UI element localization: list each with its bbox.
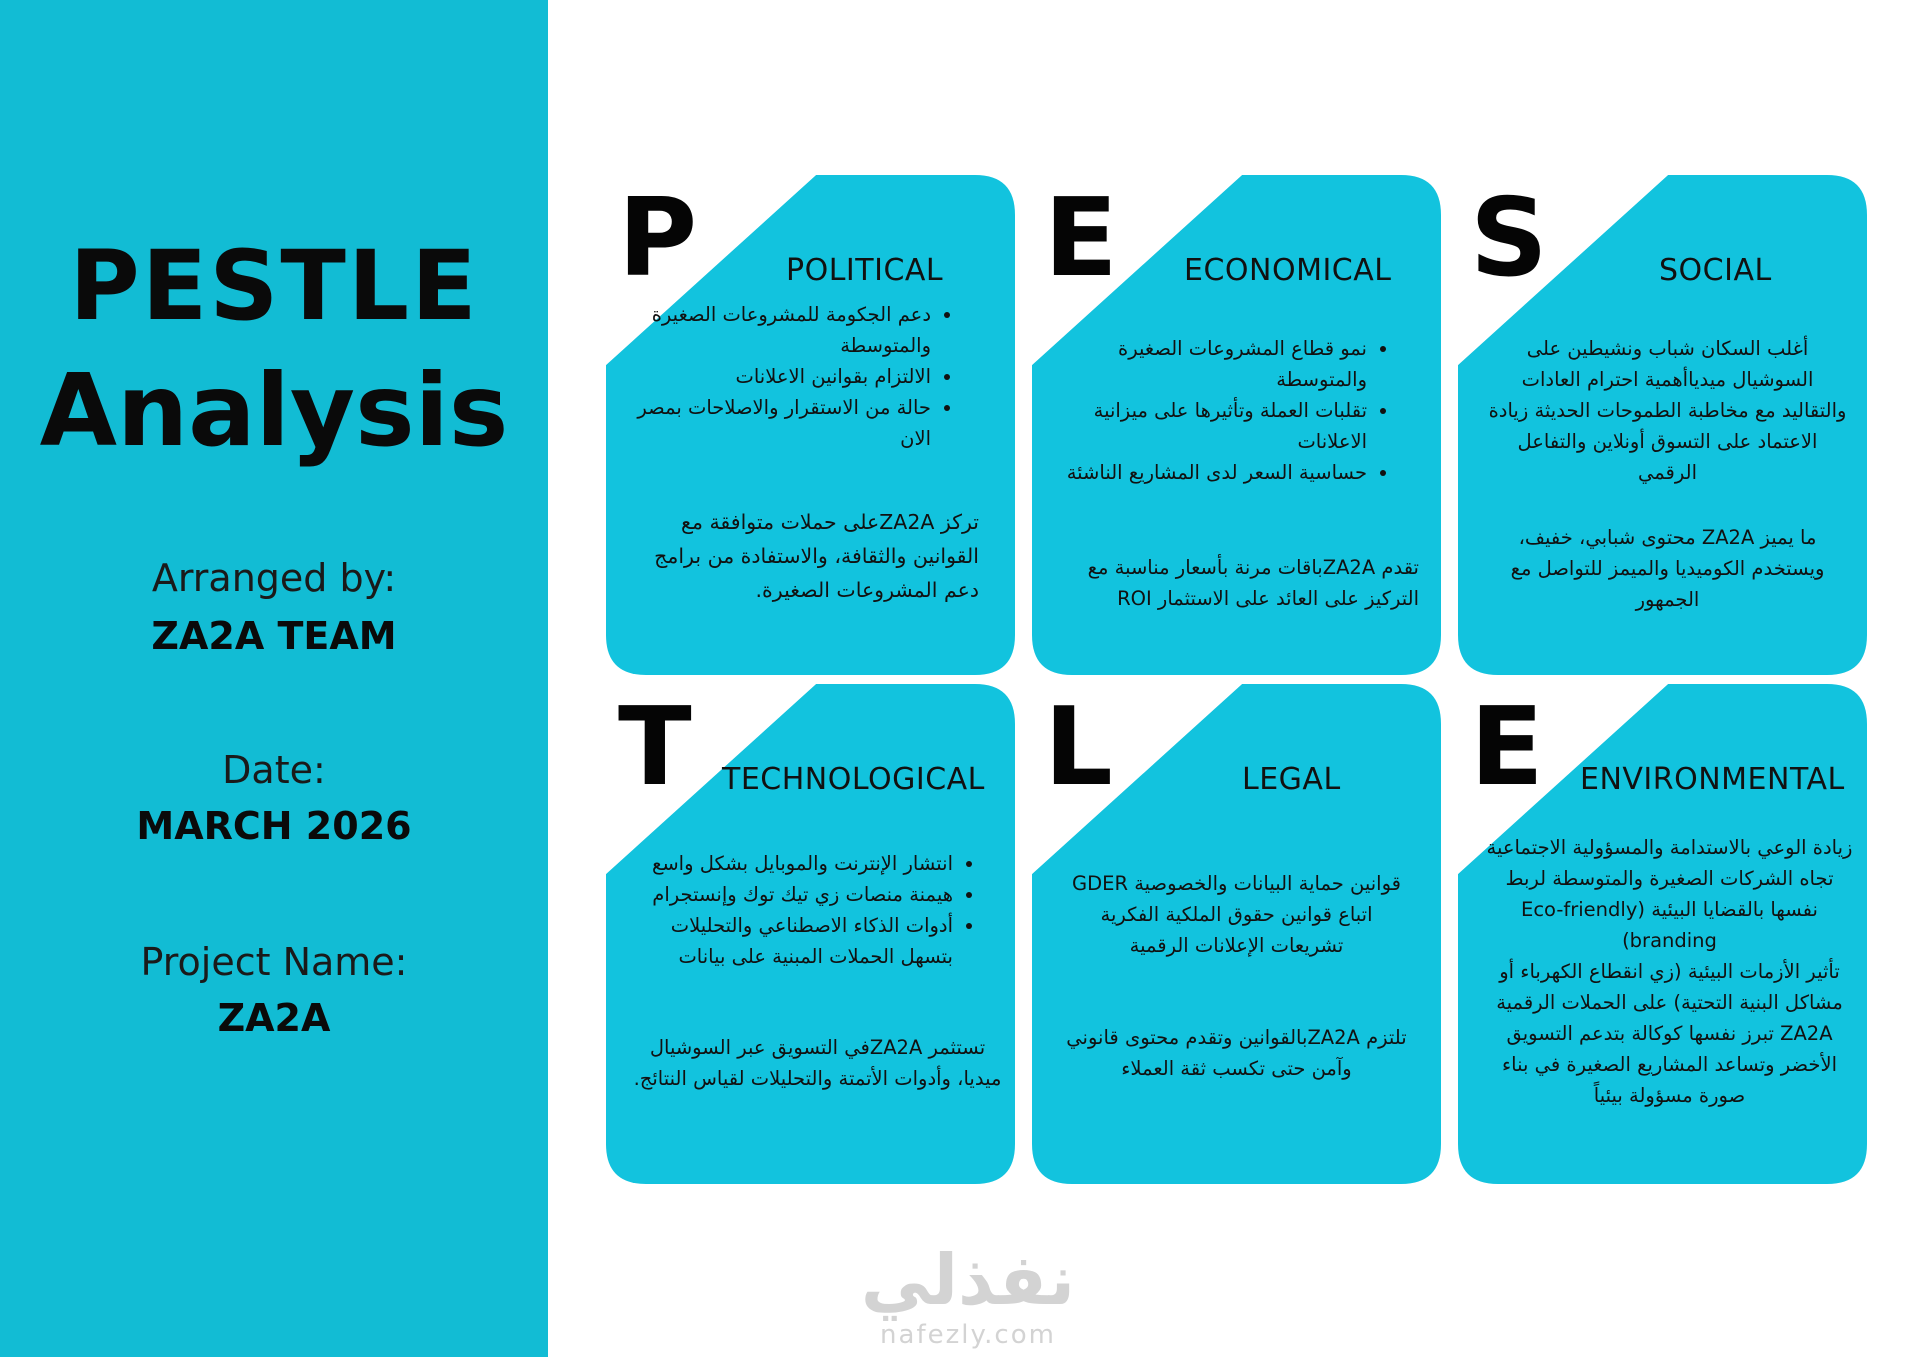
bullet-item: • نمو قطاع المشروعات الصغيرة والمتوسطة	[1062, 333, 1367, 395]
card-summary: تستثمر ZA2Aفي التسويق عبر السوشيال ميديا، وأدوات الأتمتة والتحليلات لقياس النتائج.	[633, 1036, 1002, 1090]
card-title: ECONOMICAL	[1184, 253, 1392, 288]
bullet-item: • أدوات الذكاء الاصطناعي والتحليلات بتسهل الحملات المبنية على بيانات	[626, 910, 953, 972]
bullet-item: • دعم الجكومة للمشروعات الصغيرة والمتوسطة	[626, 299, 931, 361]
project-name-value: ZA2A	[217, 996, 331, 1040]
bullet-item: • هيمنة منصات زي تيك توك وإنستجرام	[626, 879, 953, 910]
card-social	[1458, 175, 1867, 675]
card-title: ENVIRONMENTAL	[1580, 762, 1845, 797]
body-line: زيادة الوعي بالاستدامة والمسؤولية الاجتماعية	[1486, 836, 1853, 859]
bullet-item: • حساسية السعر لدى المشاريع الناشئة	[1062, 457, 1367, 488]
body-line: قوانين حماية البيانات والخصوصية GDER	[1072, 872, 1401, 895]
body-line: اتباع قوانين حقوق الملكية الفكرية تشريعات الإعلانات الرقمية	[1100, 903, 1373, 957]
bullet-list	[1062, 333, 1395, 488]
card-title: LEGAL	[1242, 762, 1341, 797]
bullet-item: • انتشار الإنترنت والموبايل بشكل واسع	[626, 848, 953, 879]
card-letter: T	[618, 685, 692, 810]
card-title: SOCIAL	[1659, 253, 1772, 288]
card-body	[1062, 868, 1411, 961]
card-summary: تلتزم ZA2Aبالقوانين وتقدم محتوى قانوني وآمن حتى تكسب ثقة العملاء	[1066, 1026, 1407, 1080]
title-line-1: PESTLE	[69, 230, 479, 342]
card-title: TECHNOLOGICAL	[722, 762, 985, 797]
bullet-item: • حالة من الاستقرار والاصلاحات بمصر الان	[626, 392, 931, 454]
watermark-arabic: نفذلي	[860, 1239, 1076, 1321]
project-name-label: Project Name:	[140, 940, 408, 984]
card-economical	[1032, 175, 1441, 675]
card-body	[626, 848, 981, 972]
body-line: تأثير الأزمات البيئية (زي انقطاع الكهرباء أو مشاكل البنية التحتية) على الحملات الرقمية	[1496, 960, 1843, 1014]
card-body	[1062, 333, 1395, 488]
card-body	[1484, 832, 1855, 1111]
card-legal	[1032, 684, 1441, 1184]
bullet-item: • تقلبات العملة وتأثيرها على ميزانية الاعلانات	[1062, 395, 1367, 457]
card-letter: E	[1044, 176, 1118, 301]
card-body	[626, 299, 959, 454]
watermark-latin: nafezly.com	[880, 1320, 1056, 1350]
date-value: MARCH 2026	[136, 804, 412, 848]
card-letter: E	[1470, 685, 1544, 810]
card-summary: ما يميز ZA2A محتوى شبابي، خفيف، ويستخدم الكوميديا والميمز للتواصل مع الجمهور	[1510, 526, 1825, 611]
watermark-logo	[838, 1240, 1098, 1350]
card-letter: S	[1470, 176, 1548, 301]
body-line: ZA2A تبرز نفسها كوكالة بتدعم التسويق الأخضر وتساعد المشاريع الصغيرة في بناء صورة مسؤولة بيئياً	[1501, 1022, 1838, 1107]
card-body	[1488, 333, 1847, 488]
sidebar	[0, 0, 548, 1357]
body-line: أغلب السكان شباب ونشيطين على السوشيال ميدياأهمية احترام العادات والتقاليد مع مخاطبة الطموحات الحديثة زيادة الاعتماد على التسوق أونلاين والتفاعل الرقمي	[1488, 337, 1847, 484]
card-summary: تقدم ZA2Aباقات مرنة بأسعار مناسبة مع التركيز على العائد على الاستثمار ROI	[1087, 556, 1419, 610]
card-summary: تركز ZA2Aعلى حملات متوافقة مع القوانين والثقافة، والاستفادة من برامج دعم المشروعات الصغيرة.	[654, 510, 979, 602]
bullet-item: • الالتزام بقوانين الاعلانات	[626, 361, 931, 392]
card-letter: L	[1044, 685, 1113, 810]
bullet-list	[626, 299, 959, 454]
title-line-2: Analysis	[39, 352, 509, 469]
card-letter: P	[618, 176, 698, 301]
card-environmental	[1458, 684, 1867, 1184]
bullet-list	[626, 848, 981, 972]
card-title: POLITICAL	[786, 253, 944, 288]
date-label: Date:	[222, 748, 326, 792]
card-political	[606, 175, 1015, 675]
card-technological	[606, 684, 1015, 1184]
arranged-by-value: ZA2A TEAM	[151, 614, 397, 658]
arranged-by-label: Arranged by:	[151, 556, 397, 600]
body-line: تجاه الشركات الصغيرة والمتوسطة لربط نفسها بالقضايا البيئية (Eco-friendly branding)	[1505, 867, 1834, 952]
